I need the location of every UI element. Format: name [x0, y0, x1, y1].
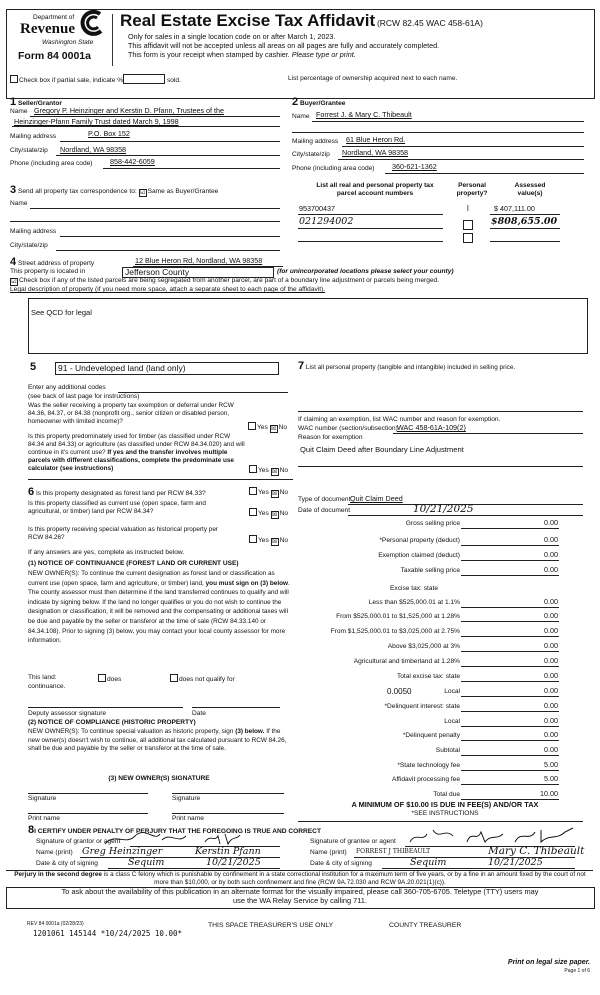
timber-question-bold: If yes and the transfer involves multiple parcels with different classifications, complete the predominate use calculator (see instructions) [28, 449, 234, 472]
assessed-value[interactable]: $808,655.00 [491, 216, 558, 227]
street-label: Street address of property [17, 260, 95, 267]
divider [298, 821, 583, 822]
excise-heading: Excise tax: state [390, 585, 439, 592]
timber-question-text: Is this property predominately used for timber (as classified under RCW 84.34 and 84.33) or agriculture (as classified under RCW 84.34.020) and will continue in it's current use? [28, 433, 245, 456]
grantor-name-2[interactable]: Kerstin Pfann [195, 846, 261, 857]
street-value[interactable]: 12 Blue Heron Rd, Nordland, WA 98358 [135, 256, 263, 265]
buyer-name-underline [312, 121, 584, 122]
buyer-mailing-underline [342, 146, 584, 147]
tax-row-value[interactable]: 0.00 [544, 626, 558, 635]
historic-answer [249, 535, 288, 546]
tax-row-underline [461, 696, 559, 697]
tax-row-value[interactable]: 0.00 [544, 716, 558, 725]
grantor-signature-label: Signature of grantor or agent [36, 838, 121, 845]
partial-sale-suffix: sold. [166, 77, 181, 84]
tax-row-label: Total due [433, 791, 460, 798]
does-checkbox[interactable] [98, 674, 106, 682]
tax-row-underline [461, 726, 559, 727]
assessed-col-header-line2: value(s) [517, 189, 543, 197]
legal-label: Legal description of property (if you need more space, attach a separate sheet to each page of the affidavit). [10, 286, 326, 293]
tax-row-underline [461, 740, 559, 741]
tax-row-value[interactable]: 0.00 [544, 686, 558, 695]
notice2-text-b: If the new owner(s) doesn't wish to continue, all additional tax calculated pursuant to RCW 84.26, shall be due and payable by the seller or transferor at the time of sale. [28, 728, 287, 753]
grantor-name-label: Name (print) [36, 849, 73, 856]
tax-row-label: *Delinquent interest: state [384, 703, 460, 710]
tax-row-label: Less than $525,000.01 at 1.1% [368, 599, 460, 606]
notice2-title: (2) NOTICE OF COMPLIANCE (HISTORIC PROPERTY) [28, 719, 196, 726]
street-row [10, 257, 94, 267]
form-title-row [120, 11, 483, 31]
corr-city-label: City/state/zip [10, 242, 48, 249]
deputy-date-field[interactable] [192, 707, 280, 708]
treasurer-use-label: THIS SPACE TREASURER'S USE ONLY [208, 922, 334, 929]
no-label: No [278, 424, 288, 431]
yes-label: Yes [258, 510, 269, 517]
tax-row-value[interactable]: 0.00 [544, 641, 558, 650]
perjury-bold: Perjury in the second degree [14, 871, 102, 878]
doc-type-value[interactable]: Quit Claim Deed [350, 494, 403, 503]
divider [28, 479, 293, 480]
if-yes-note: If any answers are yes, complete as instructed below. [28, 549, 185, 556]
section-number: 3 [10, 184, 17, 196]
wac-value[interactable]: WAC 458-61A-109(2) [397, 423, 466, 432]
forest-answer [249, 487, 288, 498]
corr-name-field[interactable] [30, 208, 280, 209]
corr-name-field2[interactable] [10, 221, 280, 222]
personal-property-mark[interactable]: l [467, 204, 469, 213]
parcel-underline [298, 228, 443, 229]
partial-sale-percent-input[interactable] [123, 74, 165, 84]
legal-description-field[interactable] [28, 298, 588, 354]
legal-description-value: See QCD for legal [31, 308, 92, 317]
grantee-name-2[interactable]: Mary C. Thibeault [488, 845, 585, 857]
parcel-col-header [300, 182, 450, 197]
grantee-city[interactable]: Sequim [410, 857, 447, 868]
notice2-text [28, 728, 290, 754]
additional-codes-label: Enter any additional codes [28, 384, 106, 391]
grantor-city[interactable]: Sequim [128, 857, 165, 868]
buyer-mailing-label: Mailing address [292, 138, 339, 145]
buyer-phone-underline [385, 173, 584, 174]
tax-row-underline [461, 651, 559, 652]
seller-city-underline [56, 155, 280, 156]
notice1-text-b: . The county assessor must then determine if the land transferred continues to qualify and will indicate by signing below. If the land no longer qualifies or you do not wish to continue the designation or classification, it will be removed and the compensating or additional taxes will be due and payable by the seller or transferor at the time of sale (RCW 84.33.140 or 84.34.108). Prior to signing (3) below, you may contact your local county assessor for more information. [28, 579, 290, 645]
print-name-label: Print name [172, 815, 204, 822]
grantee-date[interactable]: 10/21/2025 [488, 857, 543, 868]
personal-property-field[interactable] [298, 411, 583, 412]
minimum-due-note: A MINIMUM OF $10.00 IS DUE IN FEE(S) AND/OR TAX [351, 800, 539, 809]
no-checkbox[interactable]: ☒ [271, 491, 278, 497]
partial-sale-checkbox[interactable] [10, 75, 18, 83]
no-label: No [279, 537, 289, 544]
county-note: (for unincorporated locations please select your county) [277, 268, 454, 275]
header-line1: Only for sales in a single location code on or after March 1, 2023. [128, 32, 336, 41]
personal-property-checkbox[interactable] [463, 220, 473, 230]
seller-phone-value[interactable]: 858-442-6059 [110, 157, 155, 166]
buyer-heading-text: Buyer/Grantee [299, 100, 346, 107]
seller-name-line2[interactable]: Heinzinger-Pfann Family Trust dated March 9, 1998 [14, 117, 179, 126]
header-line2: This affidavit will not be accepted unless all areas on all pages are fully and accurately completed. [128, 41, 440, 50]
grantor-date[interactable]: 10/21/2025 [206, 857, 261, 868]
tax-row-underline [461, 711, 559, 712]
yes-checkbox[interactable] [249, 508, 257, 516]
historic-question: Is this property receiving special valuation as historical property per RCW 84.26? [28, 526, 219, 541]
personal-property-text: List all personal property (tangible and intangible) included in selling price. [305, 364, 516, 371]
segregated-checkbox[interactable]: ☑ [11, 279, 17, 285]
grantor-date-city-label: Date & city of signing [36, 860, 98, 867]
buyer-name-value[interactable]: Forrest J. & Mary C. Thibeault [316, 110, 412, 119]
yes-label: Yes [258, 467, 269, 474]
seller-name-label: Name [10, 108, 28, 115]
tax-row-label: Affidavit processing fee [391, 776, 460, 783]
does-label: does [107, 676, 122, 683]
seller-phone-label: Phone (including area code) [10, 160, 93, 167]
tax-row-value[interactable]: 0.00 [544, 611, 558, 620]
no-checkbox[interactable]: ☒ [271, 469, 278, 475]
perjury-text: is a class C felony which is punishable by confinement in a state correctional institution for a maximum term of five years, or by a fine in an amount fixed by the court of not more than $10,000, or by both such confinement and fine (RCW 9A.72.030 and RCW 9A.20.021(1)(c)). [101, 871, 586, 886]
corr-mailing-field[interactable] [60, 236, 280, 237]
tax-row-value[interactable]: 0.00 [544, 565, 558, 574]
wac-underline [393, 433, 583, 434]
tax-row-underline [461, 636, 559, 637]
seller-phone-underline [103, 168, 280, 169]
tax-row-label: Above $3,025,000 at 3% [387, 643, 460, 650]
buyer-name-underline2 [292, 132, 584, 133]
partial-sale-label: Check box if partial sale, indicate % [19, 77, 124, 84]
tax-row-label: Taxable selling price [400, 567, 460, 574]
assessed-value[interactable]: $ 407,111.00 [494, 204, 535, 213]
yes-checkbox[interactable] [248, 422, 256, 430]
doc-type-label: Type of document [298, 496, 351, 503]
page-number: Page 1 of 6 [564, 968, 590, 974]
no-label: No [279, 467, 289, 474]
correspondence-label: Send all property tax correspondence to: [17, 188, 137, 195]
print-legal-note: Print on legal size paper. [507, 959, 590, 966]
buyer-mailing-value[interactable]: 61 Blue Heron Rd. [346, 135, 406, 144]
tax-row-underline [461, 560, 559, 561]
does-not-option [170, 674, 235, 684]
deputy-signature-label: Deputy assessor signature [28, 710, 107, 717]
reason-underline [298, 466, 583, 467]
notice1-title: (1) NOTICE OF CONTINUANCE (FOREST LAND OR CURRENT USE) [28, 560, 239, 567]
local-rate: 0.0050 [387, 687, 412, 696]
tax-row-label: From $525,000.01 to $1,525,000 at 1.28% [336, 613, 460, 620]
timber-answer [249, 465, 288, 476]
tax-row-underline [461, 784, 559, 785]
perjury-notice [8, 871, 592, 886]
parcel-number[interactable]: 021294002 [299, 216, 354, 227]
agency-name: Revenue [20, 21, 75, 37]
forest-question [28, 487, 206, 497]
personal-property-checkbox[interactable] [463, 233, 473, 243]
notice1-text-bold: you must sign on (3) below [205, 579, 288, 587]
header-line3 [128, 51, 356, 59]
notice2-text-a: NEW OWNER(S): To continue special valuation as historic property, sign [28, 728, 236, 735]
deputy-date-label: Date [192, 710, 206, 717]
tax-row-value[interactable]: 0.00 [544, 701, 558, 710]
tax-row-value[interactable]: 0.00 [544, 597, 558, 606]
tax-row-value[interactable]: 0.00 [544, 518, 558, 527]
wac-label: WAC number (section/subsection) [298, 425, 398, 432]
county-value: Jefferson County [125, 267, 190, 277]
tax-row-value[interactable]: 5.00 [544, 760, 558, 769]
segregated-label: Check box if any of the listed parcels are being segregated from another parcel, are part of a boundary line adjustment or parcels being merged. [19, 277, 440, 284]
exemption-label: If claiming an exemption, list WAC number and reason for exemption. [298, 416, 501, 423]
tax-row-underline [461, 528, 559, 529]
seller-name-line1[interactable]: Gregory P. Heinzinger and Kerstin D. Pfann, Trustees of the [34, 106, 225, 115]
print-name-label: Print name [28, 815, 60, 822]
buyer-heading [292, 97, 345, 107]
land-use-select[interactable] [55, 362, 279, 375]
seller-mailing-label: Mailing address [10, 133, 57, 140]
does-option [98, 674, 121, 684]
same-as-buyer-checkbox[interactable]: ☑ [139, 190, 146, 196]
seller-mailing-underline [60, 141, 280, 142]
tax-row-label: Local [444, 718, 460, 725]
buyer-city-underline [338, 159, 584, 160]
form-title-ref: (RCW 82.45 WAC 458-61A) [376, 18, 483, 28]
form-title: Real Estate Excise Tax Affidavit [120, 11, 376, 30]
section-number: 1 [10, 96, 17, 108]
yes-label: Yes [258, 489, 269, 496]
tax-row-label: *State technology fee [397, 762, 460, 769]
grantee-date-city-label: Date & city of signing [310, 860, 372, 867]
header-line3-italic: Please type or print. [291, 50, 356, 59]
county-treasurer-label: COUNTY TREASURER [389, 922, 462, 929]
tax-row-value[interactable]: 5.00 [544, 774, 558, 783]
partial-sale-row [10, 74, 181, 85]
reason-value[interactable]: Quit Claim Deed after Boundary Line Adjustment [300, 445, 464, 454]
notice3-title: (3) NEW OWNER(S) SIGNATURE [108, 775, 210, 782]
grantee-name-1[interactable]: FORREST J THIBEAULT [356, 848, 431, 855]
no-checkbox[interactable]: ☒ [271, 512, 278, 518]
continuance-label: continuance. [28, 683, 66, 690]
section-number: 2 [292, 96, 299, 108]
tax-row-underline [461, 666, 559, 667]
segregated-row [10, 277, 439, 286]
yes-label: Yes [258, 537, 269, 544]
tax-row-label: *Delinquent penalty [402, 732, 460, 739]
current-use-question: Is this property classified as current use (open space, farm and agricultural, or timber) land per RCW 84.34? [28, 500, 206, 515]
tax-row-underline [461, 681, 559, 682]
grantee-name-label: Name (print) [310, 849, 347, 856]
doc-date-label: Date of document [298, 507, 351, 514]
deputy-signature-field[interactable] [28, 707, 183, 708]
exemption-question: Was the seller receiving a property tax exemption or deferral under RCW 84.36, 84.37, or 84.38 (nonprofit org., senior citizen or disabled person, homeowner with limited income)? [28, 402, 234, 425]
tax-row-value[interactable]: 0.00 [544, 535, 558, 544]
current-use-answer [249, 508, 288, 519]
tax-row-value[interactable]: 0.00 [544, 730, 558, 739]
parcel-number[interactable]: 953700437 [299, 204, 335, 213]
section-number: 6 [28, 486, 35, 498]
yes-checkbox[interactable] [249, 487, 257, 495]
new-owner-print-name-field[interactable] [172, 813, 284, 814]
does-not-label: does not qualify for [179, 676, 235, 683]
tax-row-label: Agricultural and timberland at 1.28% [353, 658, 460, 665]
section-number: 8 [28, 824, 35, 836]
this-land-label: This land: [28, 674, 57, 681]
tax-row-underline [461, 545, 559, 546]
grantor-name-1[interactable]: Greg Heinzinger [82, 846, 163, 857]
revision-code: REV 84 0001a (02/28/23) [27, 921, 84, 927]
tax-row-underline [461, 621, 559, 622]
tax-row-label: Local [444, 688, 460, 695]
tax-row-value[interactable]: 0.00 [544, 656, 558, 665]
tax-row-underline [461, 575, 559, 576]
seller-city-value[interactable]: Nordland, WA 98358 [60, 145, 127, 154]
certify-text: I CERTIFY UNDER PENALTY OF PERJURY THAT THE FOREGOING IS TRUE AND CORRECT [34, 828, 321, 835]
signature-label: Signature [28, 795, 57, 802]
dor-logo-icon [80, 10, 104, 36]
no-checkbox[interactable]: ☒ [271, 539, 278, 545]
doc-date-value[interactable]: 10/21/2025 [413, 503, 474, 515]
buyer-phone-value[interactable]: 360-621-1362 [392, 162, 437, 171]
tax-row-label: Subtotal [435, 747, 460, 754]
exemption-answer [248, 422, 287, 433]
buyer-city-label: City/state/zip [292, 151, 330, 158]
additional-codes-field[interactable] [118, 392, 288, 393]
tax-row-value[interactable]: 0.00 [544, 671, 558, 680]
tax-row-underline [461, 770, 559, 771]
correspondence-row [10, 185, 218, 195]
tax-row-label: From $1,525,000.01 to $3,025,000 at 2.75% [330, 628, 460, 635]
doc-date-underline [348, 515, 583, 516]
assessed-col-header-line1: Assessed [514, 182, 546, 189]
assessed-underline [490, 228, 560, 229]
see-instructions: *SEE INSTRUCTIONS [411, 810, 479, 817]
buyer-phone-label: Phone (including area code) [292, 165, 375, 172]
forest-question-text: Is this property designated as forest land per RCW 84.33? [35, 490, 206, 497]
new-owner-print-name-field[interactable] [28, 813, 148, 814]
located-label: This property is located in [10, 268, 86, 275]
signature-label: Signature [172, 795, 201, 802]
new-owner-signature-field[interactable] [28, 793, 148, 794]
form-number: Form 84 0001a [18, 50, 91, 62]
tax-row-underline [461, 607, 559, 608]
parcel-col-header-line1: List all real and personal property tax [316, 182, 434, 189]
personal-col-header-line1: Personal [458, 182, 486, 189]
tax-row-label: Exemption claimed (deduct) [378, 552, 460, 559]
header-line3-text: This form is your receipt when stamped by cashier. [128, 50, 292, 59]
grantor-date-underline [108, 868, 280, 869]
grantee-date-underline [382, 868, 575, 869]
yes-checkbox[interactable] [249, 535, 257, 543]
tax-row-value[interactable]: 0.00 [544, 550, 558, 559]
land-use-value: 91 - Undeveloped land (land only) [58, 363, 186, 373]
does-not-checkbox[interactable] [170, 674, 178, 682]
parcel-underline [298, 214, 443, 215]
notice2-text-bold: (3) below. [235, 728, 265, 735]
section-number: 5 [30, 361, 37, 373]
tax-row-value[interactable]: 0.00 [544, 745, 558, 754]
reason-label: Reason for exemption [298, 434, 363, 441]
no-checkbox[interactable]: ☒ [270, 426, 277, 432]
grantee-signature-label: Signature of grantee or agent [310, 838, 396, 845]
no-label: No [279, 489, 289, 496]
corr-name-label: Name [10, 200, 28, 207]
parcel-underline [298, 241, 443, 242]
cashier-receipt-stamp: 1201061 145144 *10/24/2025 10.00* [33, 929, 183, 938]
notice1-text-a: NEW OWNER(S): To continue the current designation as forest land or classification as current use (open space, farm and agriculture, or timber) land, [28, 570, 275, 587]
tax-row-label: *Personal property (deduct) [379, 537, 460, 544]
buyer-city-value[interactable]: Nordland, WA 98358 [342, 148, 409, 157]
agency-line1: Department of [33, 14, 75, 21]
assessed-underline [490, 241, 560, 242]
parcel-col-header-line2: parcel account numbers [336, 189, 414, 197]
no-label: No [279, 510, 289, 517]
see-back-note: (see back of last page for instructions) [28, 393, 140, 400]
tax-row-label: Gross selling price [405, 520, 460, 527]
new-owner-signature-field[interactable] [172, 793, 284, 794]
yes-label: Yes [257, 424, 268, 431]
assessed-col-header [500, 182, 560, 197]
timber-question [28, 433, 246, 473]
buyer-name-label: Name [292, 113, 310, 120]
agency-state: Washington State [42, 39, 94, 46]
assessed-underline [490, 214, 560, 215]
tax-row-underline [461, 755, 559, 756]
notice1-text [28, 569, 290, 646]
tax-row-label: Total excise tax: state [396, 673, 460, 680]
corr-mailing-label: Mailing address [10, 228, 57, 235]
seller-city-label: City/state/zip [10, 147, 48, 154]
corr-city-field[interactable] [56, 250, 280, 251]
seller-mailing-value[interactable]: P.O. Box 152 [88, 129, 130, 138]
tax-row-value[interactable]: 10.00 [540, 789, 558, 798]
accessibility-notice: To ask about the availability of this publication in an alternate format for the visually impaired, please call 360-705-6705. Teletype (TTY) users may use the WA Relay Service by calling 711. [61, 887, 539, 905]
grantee-signature-image [405, 826, 595, 846]
section-number: 7 [298, 360, 305, 372]
same-as-buyer-label: Same as Buyer/Grantee [147, 188, 219, 195]
personal-col-header [452, 182, 492, 197]
seller-heading-text: Seller/Grantor [17, 100, 62, 107]
yes-checkbox[interactable] [249, 465, 257, 473]
section-number: 4 [10, 256, 17, 268]
personal-property-label [298, 361, 583, 372]
percentage-note: List percentage of ownership acquired next to each name. [288, 75, 458, 82]
header-divider [112, 14, 113, 66]
personal-col-header-line2: property? [456, 189, 488, 197]
